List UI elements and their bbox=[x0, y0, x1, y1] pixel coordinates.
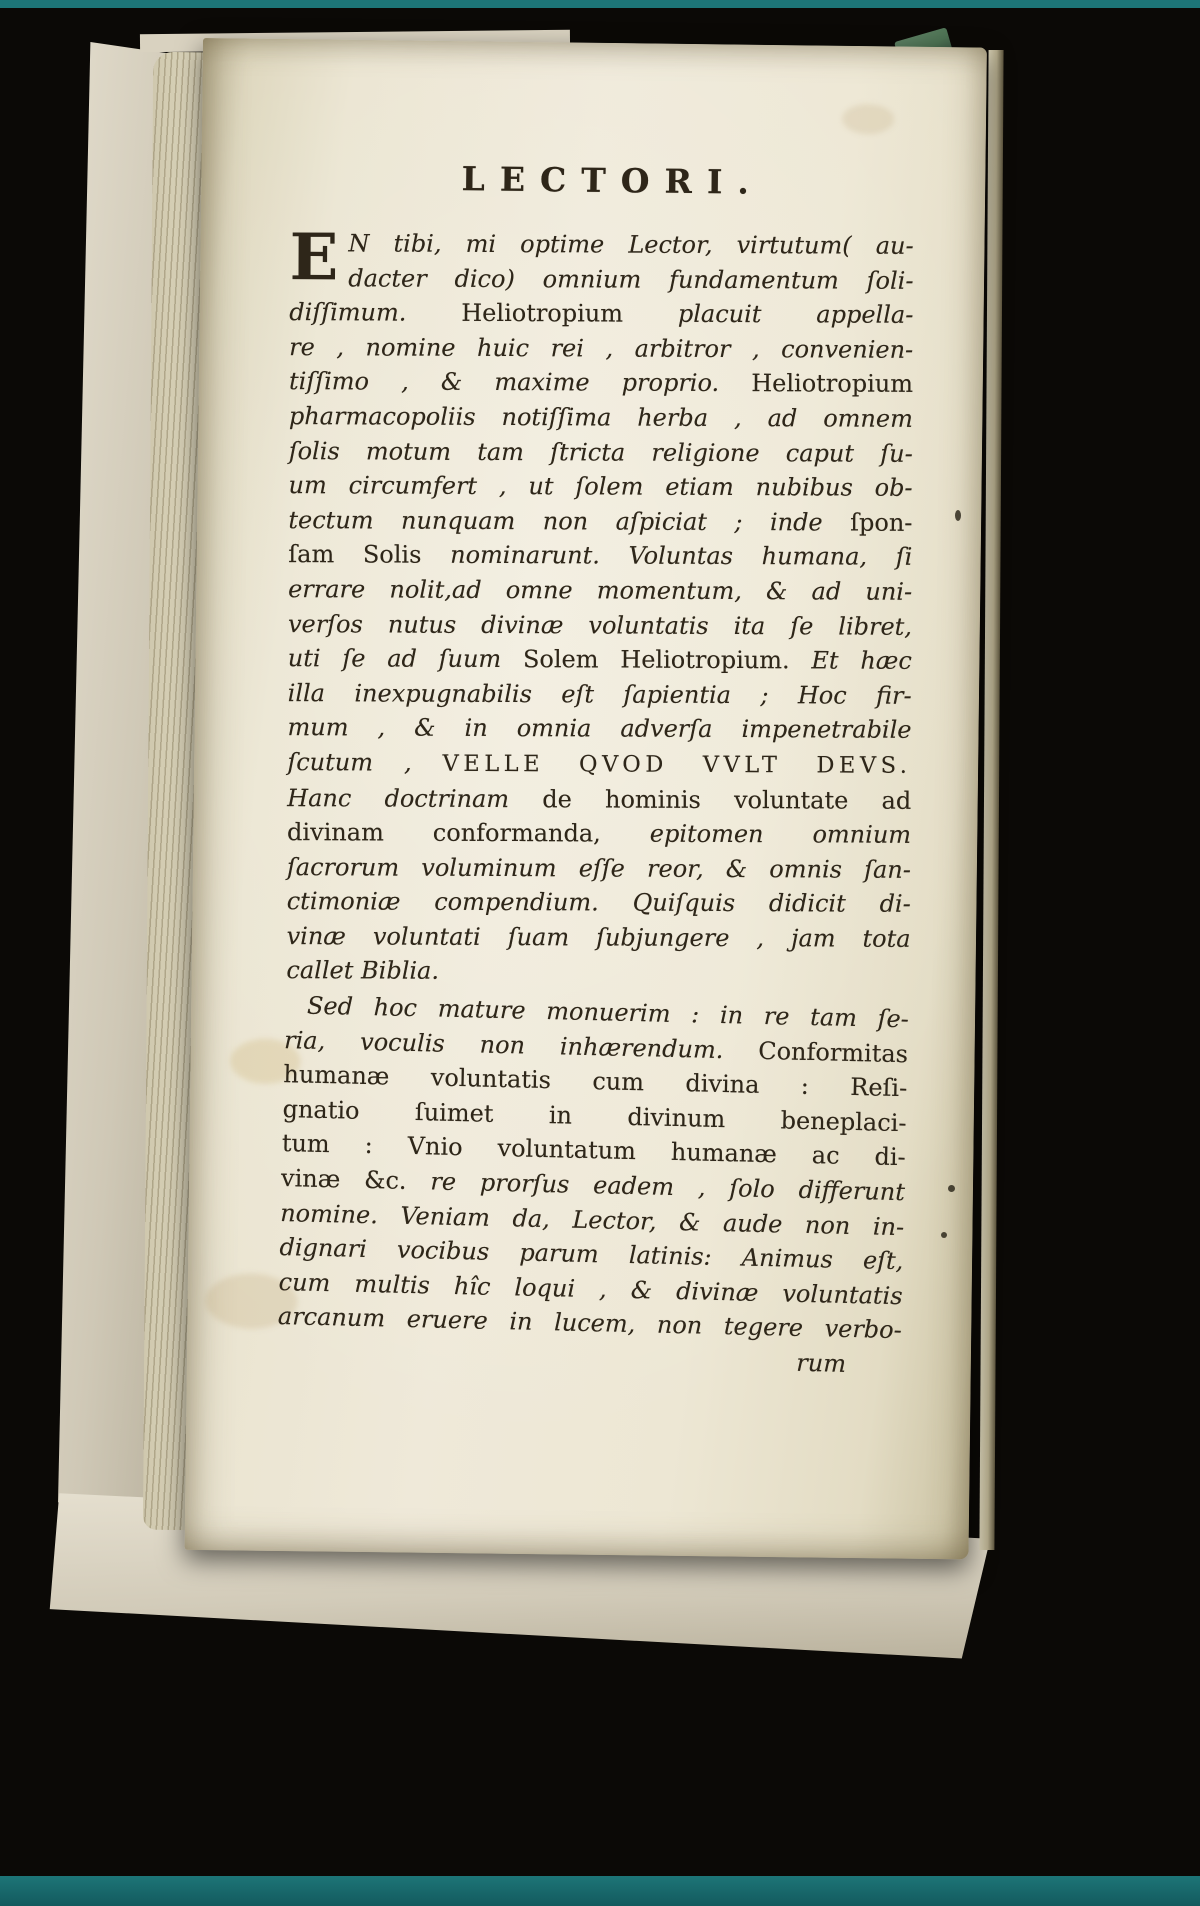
text-line bbox=[289, 364, 913, 401]
text-line bbox=[289, 399, 913, 436]
text-segment: callet Biblia. bbox=[286, 956, 440, 986]
text-segment: epitomen omnium bbox=[649, 819, 912, 849]
text-segment: Et hæc bbox=[811, 646, 912, 675]
text-line bbox=[289, 295, 913, 332]
edge-speck bbox=[941, 1232, 947, 1238]
text-line bbox=[289, 261, 913, 298]
text-line bbox=[287, 781, 911, 818]
text-segment: Heliotropium bbox=[461, 299, 678, 328]
text-segment: ſolis motum tam ſtricta religione caput ſu- bbox=[288, 436, 913, 468]
text-segment: VELLE QVOD VVLT DEVS. bbox=[442, 750, 912, 779]
text-line bbox=[288, 537, 912, 574]
text-line bbox=[289, 468, 913, 505]
text-segment: placuit appella- bbox=[677, 299, 914, 329]
drop-cap: E bbox=[289, 220, 339, 296]
text-line bbox=[287, 884, 911, 921]
scanner-bed-top-strip bbox=[0, 0, 1200, 8]
text-segment: ſpon- bbox=[850, 508, 913, 537]
text-segment: tectum nunquam non aſpiciat ; inde bbox=[288, 505, 851, 537]
text-line bbox=[290, 226, 914, 263]
text-segment: dacter dico) omnium fundamentum ſoli- bbox=[348, 263, 914, 295]
edge-speck bbox=[948, 1185, 955, 1192]
text-line bbox=[289, 330, 913, 367]
text-segment: Hanc doctrinam bbox=[287, 783, 543, 813]
text-segment: vinæ voluntati ſuam ſubjungere , jam tota bbox=[286, 921, 911, 953]
text-segment: dignari vocibus parum latinis: Animus eſt, bbox=[279, 1233, 904, 1276]
text-segment: ria, voculis non inhærendum. bbox=[283, 1025, 759, 1065]
text-line bbox=[288, 607, 912, 644]
text-line bbox=[286, 954, 910, 991]
text-segment: ſacrorum voluminum eſſe reor, & omnis ſan- bbox=[286, 852, 911, 884]
text-segment: Sed hoc mature monuerim : in re tam ſe- bbox=[306, 991, 910, 1034]
text-line bbox=[287, 919, 911, 956]
text-segment: re , nomine huic rei , arbitror , convenien- bbox=[289, 332, 914, 364]
text-line bbox=[287, 710, 911, 747]
text-line bbox=[287, 850, 911, 887]
text-line bbox=[287, 745, 911, 783]
text-segment: ſam Solis bbox=[288, 540, 451, 570]
text-segment: gnatio ſuimet in divinum beneplaci- bbox=[282, 1094, 907, 1138]
paper-stain bbox=[842, 104, 894, 135]
text-segment: tiſſimo , & maxime proprio. bbox=[288, 367, 752, 398]
text-block bbox=[279, 157, 918, 1376]
text-segment: diſſimum. bbox=[289, 298, 462, 328]
text-segment: ſcutum , bbox=[287, 747, 443, 777]
paragraph bbox=[277, 988, 909, 1383]
text-segment: Conformitas bbox=[757, 1036, 909, 1068]
text-segment: ctimoniæ compendium. Quiſquis didicit di- bbox=[286, 887, 911, 919]
text-segment: errare nolit,ad omne momentum, & ad uni- bbox=[288, 575, 913, 606]
text-segment: Heliotropium bbox=[751, 369, 914, 399]
text-segment: uti ſe ad ſuum bbox=[287, 644, 524, 674]
text-segment: Solem Heliotropium. bbox=[522, 645, 812, 675]
text-segment: illa inexpugnabilis eſt ſapientia ; Hoc fir- bbox=[287, 678, 912, 710]
text-segment: rum bbox=[796, 1348, 847, 1378]
text-segment: cum multis hîc loqui , & divinæ voluntatis bbox=[278, 1267, 903, 1310]
text-segment: re prorſus eadem , ſolo differunt bbox=[430, 1167, 906, 1207]
text-segment: divinam conformanda, bbox=[287, 818, 650, 848]
text-line bbox=[288, 503, 912, 540]
text-segment: humanæ voluntatis cum divina : Reſi- bbox=[283, 1060, 908, 1103]
text-segment: arcanum eruere in lucem, non tegere verbo- bbox=[277, 1302, 903, 1345]
page-heading: LECTORI. bbox=[461, 159, 765, 202]
scanner-bed-bottom-strip bbox=[0, 1876, 1200, 1906]
text-segment: pharmacopoliis notiſſima herba , ad omnem bbox=[288, 402, 913, 433]
text-segment: de hominis voluntate ad bbox=[542, 784, 912, 815]
text-line bbox=[288, 572, 912, 609]
paragraph bbox=[286, 220, 914, 991]
text-segment: nominarunt. Voluntas humana, ſi bbox=[450, 541, 913, 572]
text-line bbox=[288, 676, 912, 713]
text-line bbox=[288, 641, 912, 678]
text-line bbox=[289, 434, 913, 471]
text-segment: N tibi, mi optime Lector, virtutum( au- bbox=[348, 229, 914, 260]
book-page bbox=[185, 38, 987, 1559]
edge-speck bbox=[955, 510, 961, 521]
text-segment: vinæ &c. bbox=[280, 1164, 431, 1196]
text-segment: tum : Vnio voluntatum humanæ ac di- bbox=[281, 1129, 907, 1172]
text-segment: nomine. Veniam da, Lector, & aude non in- bbox=[279, 1198, 905, 1241]
text-segment: verſos nutus divinæ voluntatis ita ſe libret, bbox=[287, 609, 913, 641]
text-segment: um circumfert , ut ſolem etiam nubibus ob- bbox=[288, 471, 913, 502]
text-line bbox=[287, 815, 911, 852]
text-segment: mum , & in omnia adverſa impenetrabile bbox=[287, 713, 912, 745]
